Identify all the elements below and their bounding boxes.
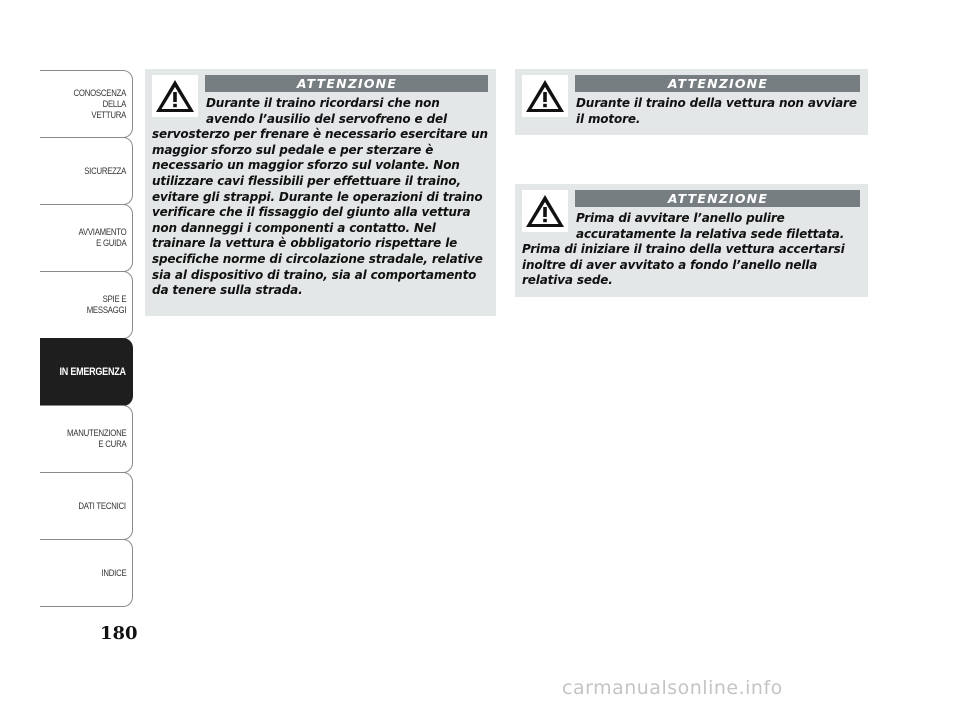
warning-header: ATTENZIONE xyxy=(575,190,860,207)
tab-indice[interactable] xyxy=(40,539,133,607)
tab-label: IN EMERGENZA xyxy=(59,365,126,378)
section-tabs xyxy=(40,70,133,607)
tab-label: DATI TECNICI xyxy=(78,500,126,512)
tab-avviamento-e-guida[interactable] xyxy=(40,204,133,272)
tab-sicurezza[interactable] xyxy=(40,137,133,205)
tab-manutenzione-e-cura[interactable] xyxy=(40,405,133,473)
tab-dati-tecnici[interactable] xyxy=(40,472,133,540)
warning-text: Durante il traino della vettura non avviare il motore. xyxy=(576,96,857,126)
tab-label: SPIE E MESSAGGI xyxy=(86,294,126,316)
tab-label: INDICE xyxy=(101,567,126,579)
warning-text: Durante il traino ricordarsi che non avendo l’ausilio del servofreno e del servosterzo per frenare è necessario esercitare un maggior sforzo sul pedale e per sterzare è necessario un maggior sforzo sul volante. Non utilizzare cavi flessibili per effettuare il traino, evitare gli strappi. Durante le operazioni di traino verificare che il fissaggio del giunto alla vettura non danneggi i componenti a contatto. Nel trainare la vettura è obbligatorio rispettare le specifiche norme di circolazione stradale, relative sia al dispositivo di traino, sia al comportamento da tenere sulla strada. xyxy=(152,96,488,298)
tab-label: SICUREZZA xyxy=(84,165,126,177)
tab-label: MANUTENZIONE E CURA xyxy=(66,428,126,450)
warning-triangle-icon xyxy=(522,75,568,117)
page-number: 180 xyxy=(100,623,138,644)
tab-label: AVVIAMENTO E GUIDA xyxy=(78,227,126,249)
warning-triangle-icon xyxy=(152,75,198,117)
warning-box-towing-effort xyxy=(145,69,496,316)
tab-spie-e-messaggi[interactable] xyxy=(40,271,133,339)
warning-triangle-icon xyxy=(522,190,568,232)
tab-label: CONOSCENZA DELLA VETTURA xyxy=(73,87,126,121)
warning-box-engine-off xyxy=(515,69,868,135)
tab-conoscenza-della-vettura[interactable] xyxy=(40,70,133,138)
tab-in-emergenza[interactable] xyxy=(40,338,133,406)
warning-box-towing-ring xyxy=(515,184,868,297)
watermark: carmanualsonline.info xyxy=(562,677,783,699)
warning-text: Prima di avvitare l’anello pulire accuratamente la relativa sede filettata. Prima di iniziare il traino della vettura accertarsi inoltre di aver avvitato a fondo l’anello nella relativa sede. xyxy=(522,211,845,288)
warning-header: ATTENZIONE xyxy=(575,75,860,92)
warning-header: ATTENZIONE xyxy=(205,75,488,92)
